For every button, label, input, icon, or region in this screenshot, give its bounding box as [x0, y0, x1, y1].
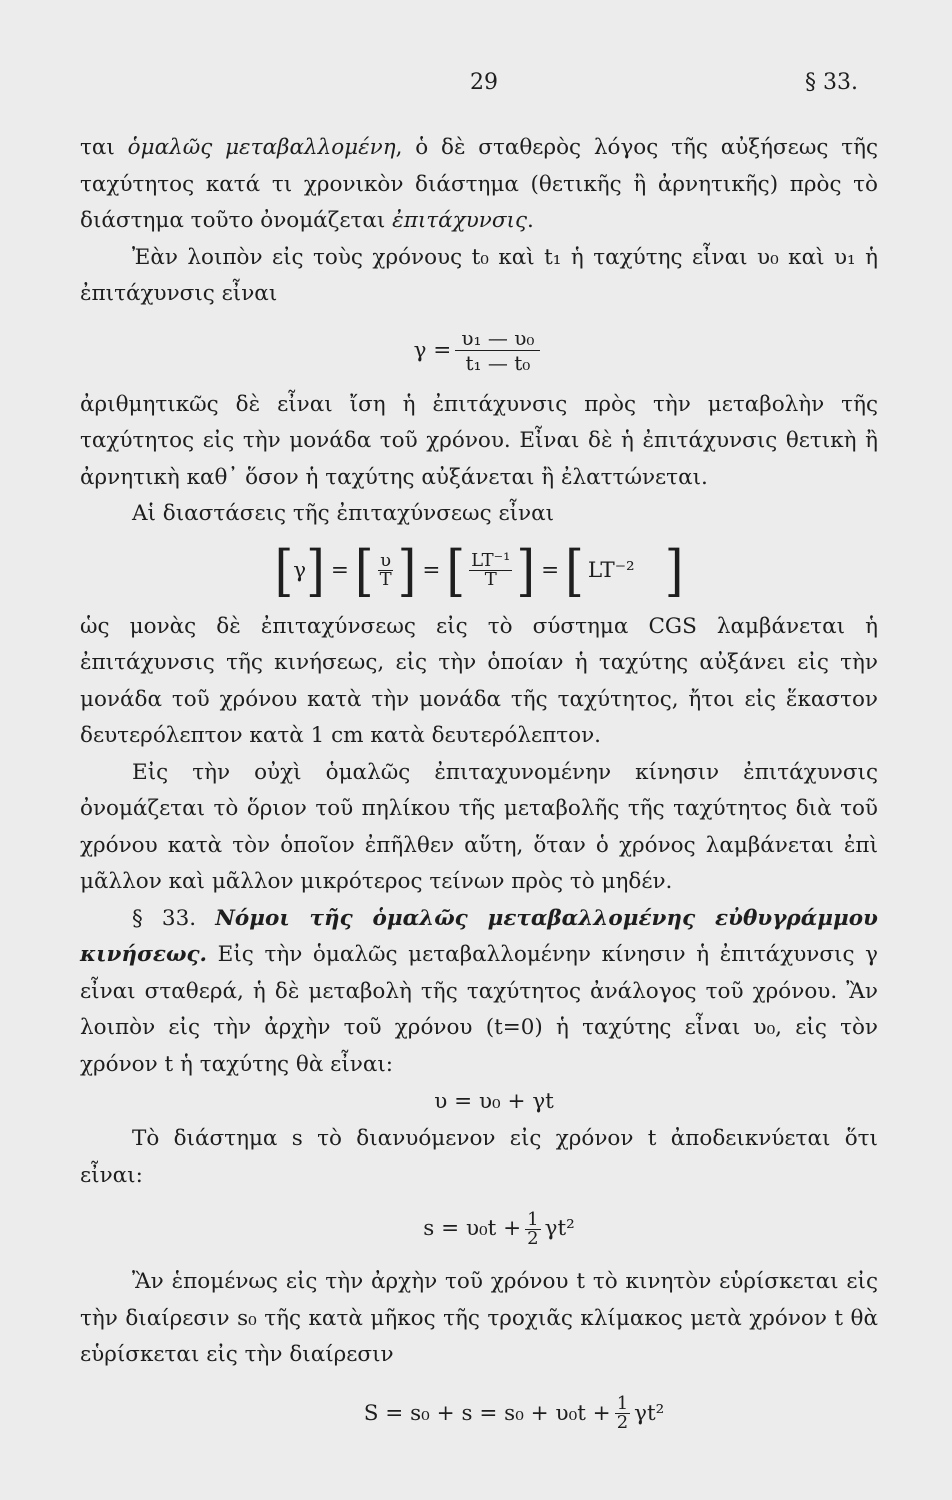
- fraction-numerator: υ: [380, 550, 392, 571]
- fraction-denominator: T: [484, 569, 497, 590]
- left-bracket: [: [354, 538, 374, 603]
- text-run: , ὁ δὲ σταθερὸς λόγος τῆς αὐξήσεως τῆς ταχύτητος κατά τι χρονικὸν διάστημα (θετικῆς ἢ ἀρνητικῆς) πρὸς τὸ διάστημα τοῦτο ὀνομάζεται: [80, 135, 879, 233]
- paragraph-non-uniform: Εἰς τὴν οὐχὶ ὁμαλῶς ἐπιταχυνομένην κίνησιν ἐπιτάχυνσις ὀνομάζεται τὸ ὅριον τοῦ πηλίκου τῆς μεταβολῆς τῆς ταχύτητος διὰ τοῦ χρόνου κατὰ τὸν ὁποῖον ἐπῆλθεν αὕτη, ὅταν ὁ χρόνος λαμβάνεται ἐπὶ μᾶλλον καὶ μᾶλλον μικρότερος τείνων πρὸς τὸ μηδέν.: [80, 759, 878, 894]
- equation-distance: [80, 1194, 878, 1264]
- equation-velocity: υ = υ₀ + γt: [434, 1089, 554, 1115]
- dimension-result: LT⁻²: [587, 557, 635, 583]
- left-bracket: [: [274, 538, 294, 603]
- fraction-denominator: 2: [527, 1227, 539, 1249]
- left-bracket: [: [446, 538, 466, 603]
- equation-lhs: S = s₀ + s = s₀ + υ₀t +: [363, 1400, 611, 1426]
- page-body: [80, 130, 878, 1454]
- right-bracket: ]: [397, 538, 417, 603]
- paragraph-section-33: [80, 901, 878, 1084]
- paragraph-distance-intro: Τὸ διάστημα s τὸ διανυόμενον εἰς χρόνον t ἀποδεικνύεται ὅτι εἶναι:: [80, 1126, 878, 1188]
- equation-rhs: γt²: [634, 1400, 665, 1426]
- paragraph-cgs-unit: ὡς μονὰς δὲ ἐπιταχύνσεως εἰς τὸ σύστημα CGS λαμβάνεται ἡ ἐπιτάχυνσις τῆς κινήσεως, εἰς τὴν ὁποίαν ἡ ταχύτης αὐξάνει εἰς τὴν μονάδα τοῦ χρόνου κατὰ τὴν μονάδα τῆς ταχύτητος, ἤτοι εἰς ἕκαστον δευτερόλεπτον κατὰ 1 cm κατὰ δευτερόλεπτον.: [80, 613, 878, 748]
- paragraph-position-intro: Ἂν ἑπομένως εἰς τὴν ἀρχὴν τοῦ χρόνου t τὸ κινητὸν εὑρίσκεται εἰς τὴν διαίρεσιν s₀ τῆς κατὰ μῆκος τῆς τροχιᾶς κλίμακος μετὰ χρόνον t θὰ εὑρίσκεται εἰς τὴν διαίρεσιν: [80, 1269, 878, 1367]
- emphasis-text: ὁμαλῶς μεταβαλλομένη: [127, 135, 396, 160]
- equals-sign: =: [541, 557, 560, 583]
- section-symbol: § 33.: [132, 905, 216, 931]
- fraction-denominator: t₁ — t₀: [465, 351, 531, 375]
- emphasis-term: ἐπιτάχυνσις: [392, 208, 527, 233]
- fraction: [469, 552, 512, 589]
- fraction-numerator: 1: [527, 1208, 539, 1230]
- paragraph-dimensions-intro: Αἱ διαστάσεις τῆς ἐπιταχύνσεως εἶναι: [132, 501, 555, 526]
- section-title: Νόμοι τῆς ὁμαλῶς μεταβαλλομένης εὐθυγράμμου κινήσεως.: [80, 905, 878, 967]
- equation-acceleration: [80, 317, 878, 385]
- gamma-symbol: γ: [293, 557, 307, 583]
- section-reference: § 33.: [805, 70, 858, 95]
- paragraph-acceleration-definition: [80, 130, 878, 240]
- fraction: [378, 552, 394, 589]
- equals-sign: =: [330, 557, 349, 583]
- fraction-denominator: 2: [616, 1412, 629, 1433]
- equation-dimensions: [80, 533, 878, 609]
- right-bracket: ]: [664, 538, 684, 603]
- right-bracket: ]: [306, 538, 325, 603]
- fraction-numerator: LT⁻¹: [471, 550, 511, 571]
- fraction-numerator: υ₁ — υ₀: [455, 328, 540, 351]
- equals-sign: =: [422, 557, 441, 583]
- text-run: ται: [80, 135, 128, 160]
- left-bracket: [: [565, 538, 584, 603]
- text-run: Εἰς τὴν ὁμαλῶς μεταβαλλομένην κίνησιν ἡ ἐπιτάχυνσις γ εἶναι σταθερά, ἡ δὲ μεταβολὴ τῆς ταχύτητος ἀνάλογος τοῦ χρόνου. Ἂν λοιπὸν εἰς τὴν ἀρχὴν τοῦ χρόνου (t=0) ἡ ταχύτης εἶναι υ₀, εἰς τὸν χρόνον t ἡ ταχύτης θὰ εἶναι:: [80, 942, 878, 1077]
- fraction: [455, 328, 540, 373]
- fraction-numerator: 1: [616, 1393, 629, 1414]
- text-run: .: [527, 208, 534, 233]
- equation-position: [80, 1374, 878, 1454]
- paragraph-acceleration-intro: Ἐὰν λοιπὸν εἰς τοὺς χρόνους t₀ καὶ t₁ ἡ ταχύτης εἶναι υ₀ καὶ υ₁ ἡ ἐπιτάχυνσις εἶναι: [80, 244, 878, 306]
- paragraph-numerical-acceleration: ἀριθμητικῶς δὲ εἶναι ἴση ἡ ἐπιτάχυνσις πρὸς τὴν μεταβολὴν τῆς ταχύτητος εἰς τὴν μονάδα τοῦ χρόνου. Εἶναι δὲ ἡ ἐπιτάχυνσις θετικὴ ἢ ἀρνητικὴ καθ᾽ ὅσον ἡ ταχύτης αὐξάνεται ἢ ἐλαττώνεται.: [80, 391, 878, 490]
- fraction: [615, 1395, 630, 1432]
- fraction-denominator: T: [379, 569, 392, 590]
- equation-lhs: γ =: [413, 337, 452, 363]
- fraction: [525, 1208, 540, 1249]
- right-bracket: ]: [516, 538, 536, 603]
- page-number: 29: [470, 70, 498, 95]
- equation-lhs: s = υ₀t +: [423, 1216, 522, 1242]
- equation-rhs: γt²: [544, 1216, 575, 1242]
